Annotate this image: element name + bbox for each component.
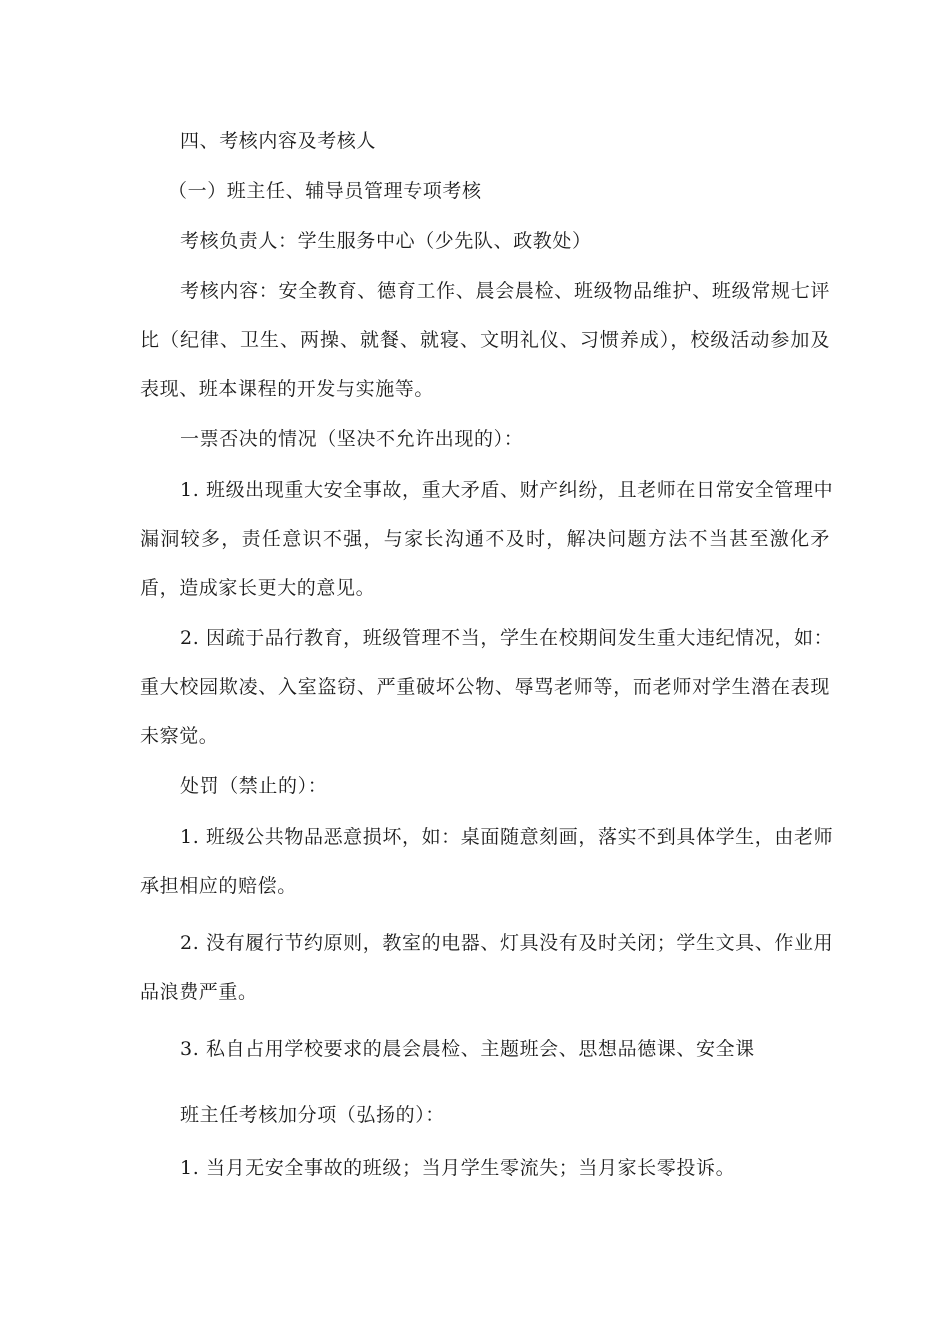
veto-1-line-3: 盾，造成家长更大的意见。	[140, 577, 376, 599]
veto-title: 一票否决的情况（坚决不允许出现的）：	[180, 428, 524, 450]
veto-1-line-2: 漏洞较多，责任意识不强，与家长沟通不及时，解决问题方法不当甚至激化矛	[140, 528, 830, 550]
content-line-1: 考核内容：安全教育、德育工作、晨会晨检、班级物品维护、班级常规七评	[180, 280, 830, 302]
penalty-title: 处罚（禁止的）：	[180, 775, 328, 797]
veto-2-line-1: 2. 因疏于品行教育，班级管理不当，学生在校期间发生重大违纪情况，如：	[180, 627, 834, 649]
bonus-1: 1. 当月无安全事故的班级；当月学生零流失；当月家长零投诉。	[180, 1157, 736, 1179]
penalty-3: 3. 私自占用学校要求的晨会晨检、主题班会、思想品德课、安全课	[180, 1038, 755, 1060]
section-heading: 四、考核内容及考核人	[180, 130, 377, 152]
penalty-1-line-1: 1. 班级公共物品恶意损坏，如：桌面随意刻画，落实不到具体学生，由老师	[180, 826, 834, 848]
bonus-title: 班主任考核加分项（弘扬的）：	[180, 1104, 445, 1126]
content-line-3: 表现、班本课程的开发与实施等。	[140, 378, 435, 400]
veto-2-line-2: 重大校园欺凌、入室盗窃、严重破坏公物、辱骂老师等，而老师对学生潜在表现	[140, 676, 830, 698]
penalty-2-line-1: 2. 没有履行节约原则，教室的电器、灯具没有及时关闭；学生文具、作业用	[180, 932, 834, 954]
veto-1-line-1: 1. 班级出现重大安全事故，重大矛盾、财产纠纷，且老师在日常安全管理中	[180, 479, 834, 501]
subsection-heading: （一）班主任、辅导员管理专项考核	[168, 180, 482, 202]
responsible-line: 考核负责人：学生服务中心（少先队、政教处）	[180, 230, 592, 252]
penalty-2-line-2: 品浪费严重。	[140, 981, 258, 1003]
penalty-1-line-2: 承担相应的赔偿。	[140, 875, 297, 897]
veto-2-line-3: 未察觉。	[140, 725, 219, 747]
content-line-2: 比（纪律、卫生、两操、就餐、就寝、文明礼仪、习惯养成），校级活动参加及	[140, 329, 830, 351]
